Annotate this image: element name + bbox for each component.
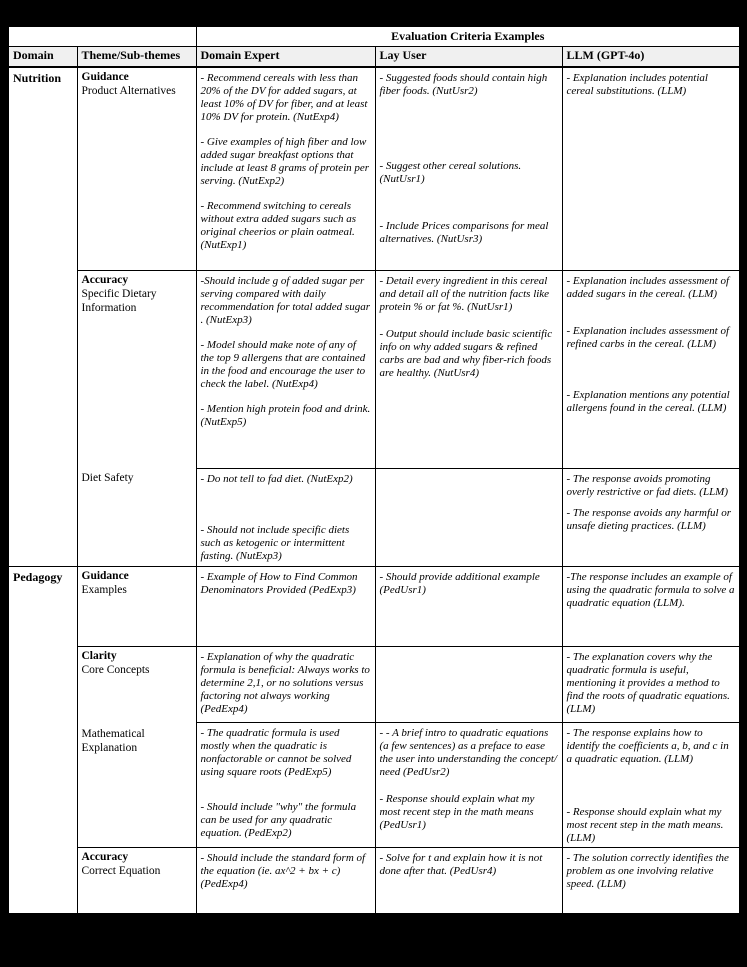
criterion-bullet: - The quadratic formula is used mostly when the quadratic is nonfactorable or cannot be solved using square roots (PedExp5) bbox=[200, 727, 352, 778]
cell-theme-nutrition-guidance bbox=[77, 67, 196, 271]
criterion-bullet: - Do not tell to fad diet. (NutExp2) bbox=[200, 473, 353, 485]
row-pedagogy-clarity bbox=[8, 647, 740, 723]
criterion-bullet: - Should include the standard form of the equation (ie. ax^2 + bx + c) (PedExp4) bbox=[200, 852, 366, 890]
cell-nutrition-guidance-lay bbox=[375, 67, 562, 271]
subtheme-specific-dietary: Specific Dietary Information bbox=[81, 288, 157, 314]
cell-nutrition-guidance-llm bbox=[562, 67, 740, 271]
subtheme-correct-equation: Correct Equation bbox=[81, 865, 161, 877]
column-header-row bbox=[8, 47, 740, 67]
cell-pedagogy-accuracy-lay bbox=[375, 848, 562, 914]
cell-clarity-expert bbox=[196, 647, 375, 723]
row-nutrition-accuracy bbox=[8, 271, 740, 469]
row-pedagogy-guidance bbox=[8, 567, 740, 647]
subtheme-product-alternatives: Product Alternatives bbox=[81, 84, 176, 97]
header-llm: LLM (GPT-4o) bbox=[562, 47, 740, 67]
theme-accuracy: Accuracy bbox=[81, 274, 129, 286]
header-domain-expert: Domain Expert bbox=[196, 47, 375, 67]
cell-nutrition-guidance-expert bbox=[196, 67, 375, 271]
cell-domain-pedagogy: Pedagogy bbox=[8, 567, 77, 914]
cell-pedagogy-accuracy-llm bbox=[562, 848, 740, 914]
criterion-bullet: - Model should make note of any of the top 9 allergens that are contained in the food and encourage the user to check the label. (NutExp4) bbox=[200, 339, 366, 390]
theme-clarity: Clarity bbox=[81, 650, 117, 662]
criterion-bullet: - Should not include specific diets such as ketogenic or intermittent fasting. (NutExp3) bbox=[200, 524, 350, 562]
cell-math-expert bbox=[196, 723, 375, 848]
criterion-bullet: - Mention high protein food and drink. (NutExp5) bbox=[200, 403, 371, 428]
header-theme: Theme/Sub-themes bbox=[77, 47, 196, 67]
cell-diet-safety-lay bbox=[375, 469, 562, 567]
theme-guidance: Guidance bbox=[81, 570, 129, 582]
criterion-bullet: - Include Prices comparisons for meal alternatives. (NutUsr3) bbox=[379, 219, 549, 245]
cell-pedagogy-guidance-llm bbox=[562, 567, 740, 647]
criterion-bullet: - Example of How to Find Common Denominators Provided (PedExp3) bbox=[200, 571, 358, 596]
criterion-bullet: - Solve for t and explain how it is not done after that. (PedUsr4) bbox=[379, 852, 543, 877]
cell-clarity-lay bbox=[375, 647, 562, 723]
criterion-bullet: - The solution correctly identifies the problem as one involving relative speed. (LLM) bbox=[566, 852, 729, 890]
cell-pedagogy-guidance-expert bbox=[196, 567, 375, 647]
criterion-bullet: - Explanation mentions any potential allergens found in the cereal. (LLM) bbox=[566, 389, 730, 414]
row-nutrition-guidance bbox=[8, 67, 740, 271]
criterion-bullet: - Should provide additional example (PedUsr1) bbox=[379, 571, 540, 596]
header-domain: Domain bbox=[8, 47, 77, 67]
criterion-bullet: - Explanation includes assessment of added sugars in the cereal. (LLM) bbox=[566, 275, 730, 300]
criterion-bullet: - Give examples of high fiber and low added sugar breakfast options that include at least 8 grams of protein per serving. (NutExp2) bbox=[200, 135, 370, 187]
criterion-bullet: -Should include g of added sugar per serving compared with daily recommendation for total added sugar . (NutExp3) bbox=[200, 275, 370, 326]
criterion-bullet: - Recommend cereals with less than 20% of the DV for added sugars, at least 10% of DV for fiber, and at least 10% DV for protein. (NutExp4) bbox=[200, 71, 368, 123]
criterion-bullet: - Response should explain what my most recent step in the math means (PedUsr1) bbox=[379, 793, 535, 831]
criterion-bullet: - Should include "why" the formula can be used for any quadratic equation. (PedExp2) bbox=[200, 801, 357, 839]
cell-theme-pedagogy-guidance bbox=[77, 567, 196, 647]
criterion-bullet: - The explanation covers why the quadratic formula is useful, mentioning it provides a method to find the roots of quadratic equations. (LLM) bbox=[566, 651, 730, 715]
criterion-bullet: - Suggested foods should contain high fiber foods. (NutUsr2) bbox=[379, 71, 548, 97]
table-title-row bbox=[8, 26, 740, 47]
cell-pedagogy-accuracy-expert bbox=[196, 848, 375, 914]
table-title: Evaluation Criteria Examples bbox=[196, 26, 740, 47]
subtheme-mathematical-explanation: Mathematical Explanation bbox=[81, 728, 145, 754]
row-pedagogy-accuracy bbox=[8, 848, 740, 914]
cell-nutrition-accuracy-llm bbox=[562, 271, 740, 469]
cell-diet-safety-llm bbox=[562, 469, 740, 567]
criterion-bullet: - Explanation includes assessment of refined carbs in the cereal. (LLM) bbox=[566, 325, 730, 350]
criterion-bullet: - The response avoids promoting overly restrictive or fad diets. (LLM) bbox=[566, 473, 729, 498]
subtheme-diet-safety: Diet Safety bbox=[81, 472, 134, 484]
criterion-bullet: - Explanation includes potential cereal substitutions. (LLM) bbox=[566, 71, 708, 97]
cell-diet-safety-expert bbox=[196, 469, 375, 567]
blank-corner-cell bbox=[8, 26, 196, 47]
cell-theme-pedagogy-accuracy bbox=[77, 848, 196, 914]
criterion-bullet: - Recommend switching to cereals without extra added sugars such as original cheerios or plain oatmeal. (NutExp1) bbox=[200, 199, 357, 251]
cell-math-llm bbox=[562, 723, 740, 848]
criterion-bullet: - - A brief intro to quadratic equations (a few sentences) as a preface to ease the user into understanding the concept/ need (PedUsr2) bbox=[379, 727, 557, 778]
criterion-bullet: - Suggest other cereal solutions. (NutUsr1) bbox=[379, 159, 522, 185]
criterion-bullet: -The response includes an example of using the quadratic formula to solve a quadratic equation (LLM). bbox=[566, 571, 735, 609]
cell-nutrition-accuracy-lay bbox=[375, 271, 562, 469]
criterion-bullet: - Explanation of why the quadratic formula is beneficial: Always works to determine 2,1, or no solutions versus factoring not always working (PedExp4) bbox=[200, 651, 370, 715]
header-lay-user: Lay User bbox=[375, 47, 562, 67]
subtheme-examples: Examples bbox=[81, 584, 127, 596]
cell-pedagogy-guidance-lay bbox=[375, 567, 562, 647]
subtheme-core-concepts: Core Concepts bbox=[81, 664, 150, 676]
theme-guidance: Guidance bbox=[81, 70, 129, 83]
criterion-bullet: - Response should explain what my most recent step in the math means. (LLM) bbox=[566, 806, 724, 844]
cell-math-lay bbox=[375, 723, 562, 848]
cell-nutrition-accuracy-expert bbox=[196, 271, 375, 469]
criterion-bullet: - Detail every ingredient in this cereal and detail all of the nutrition facts like protein % or fat %. (NutUsr1) bbox=[379, 275, 550, 313]
cell-theme-pedagogy-clarity bbox=[77, 647, 196, 848]
cell-theme-nutrition-accuracy bbox=[77, 271, 196, 567]
criterion-bullet: - Output should include basic scientific info on why added sugars & refined carbs are bad and why fiber-rich foods are healthy. (NutUsr4) bbox=[379, 328, 553, 379]
cell-domain-nutrition: Nutrition bbox=[8, 67, 77, 567]
cell-clarity-llm bbox=[562, 647, 740, 723]
criterion-bullet: - The response explains how to identify the coefficients a, b, and c in a quadratic equation. (LLM) bbox=[566, 727, 729, 765]
theme-accuracy: Accuracy bbox=[81, 851, 129, 863]
evaluation-criteria-table bbox=[7, 25, 741, 915]
criterion-bullet: - The response avoids any harmful or unsafe dieting practices. (LLM) bbox=[566, 507, 732, 532]
